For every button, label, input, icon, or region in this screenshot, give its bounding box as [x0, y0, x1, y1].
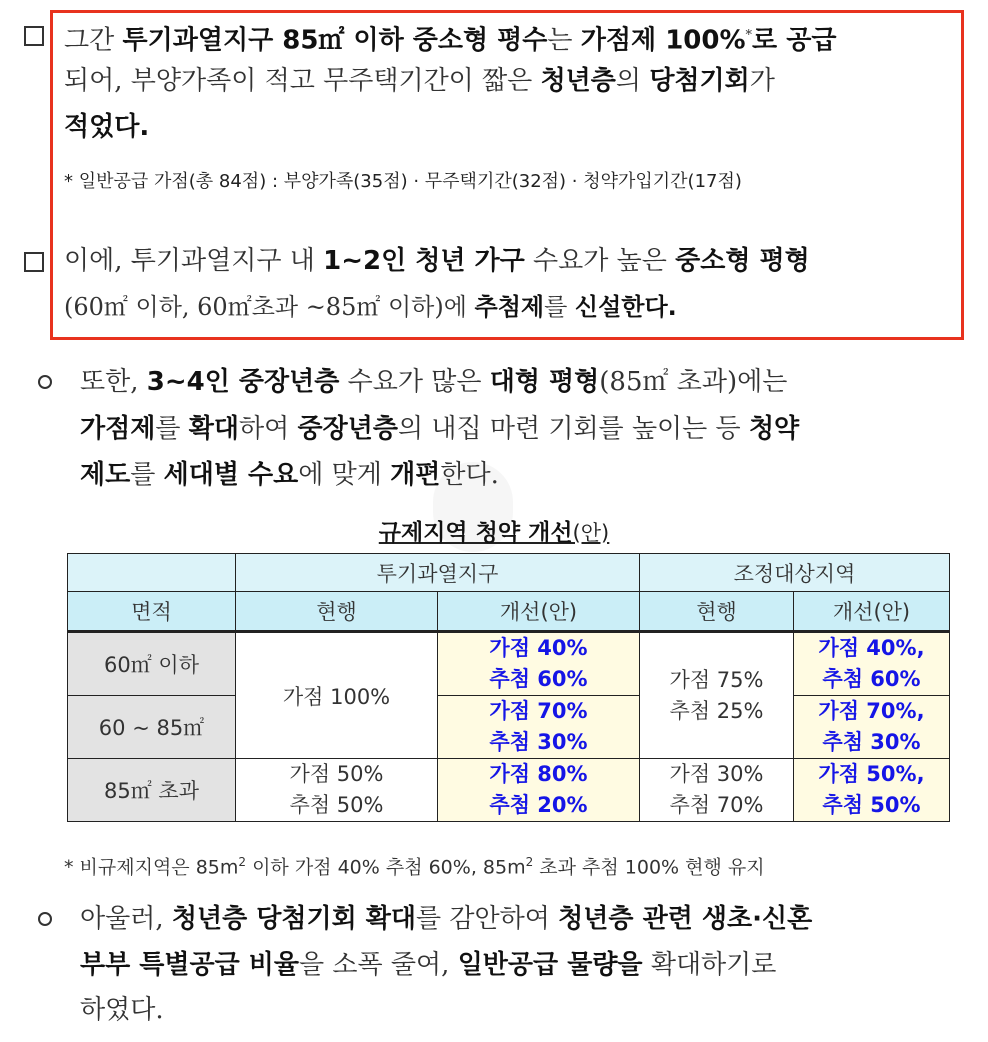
bullet-circle-icon [38, 375, 52, 389]
header-empty-cell [68, 554, 236, 592]
header-group-speculative-zone: 투기과열지구 [236, 554, 640, 592]
header-group-adjustment-zone: 조정대상지역 [640, 554, 950, 592]
box-note: * 일반공급 가점(총 84점) : 부양가족(35점) · 무주택기간(32점) · 청약가입기간(17점) [64, 171, 742, 192]
box-paragraph-2-line-1: 이에, 투기과열지구 내 1~2인 청년 가구 수요가 높은 중소형 평형 [64, 246, 810, 276]
table-row [68, 759, 950, 822]
bullet-circle-icon [38, 912, 52, 926]
bullet-1-line-3: 제도를 세대별 수요에 맞게 개편한다. [80, 460, 499, 490]
bullet-2-line-1: 아울러, 청년층 당첨기회 확대를 감안하여 청년층 관련 생초·신혼 [80, 904, 813, 934]
header-g1-improved: 개선(안) [438, 592, 640, 632]
checkbox-square-icon [24, 252, 44, 272]
header-area: 면적 [68, 592, 236, 632]
regulation-table [67, 553, 950, 822]
table-footnote: * 비규제지역은 $85m^2$ 이하 가점 40% 추첨 60%, $85m^2$ 초과 추첨 100% 현행 유지 [64, 855, 765, 879]
checkbox-square-icon [24, 26, 44, 46]
header-g2-current: 현행 [640, 592, 794, 632]
area-cell: 60㎡ 이하 [68, 632, 236, 696]
bullet-1-line-2: 가점제를 확대하여 중장년층의 내집 마련 기회를 높이는 등 청약 [80, 414, 800, 444]
header-g2-improved: 개선(안) [794, 592, 950, 632]
g2-improved-cell: 가점 40%, 추첨 60% [794, 632, 950, 696]
g1-current-merged-cell: 가점 100% [236, 632, 438, 759]
box-paragraph-1-line-3: 적었다. [64, 112, 150, 142]
bullet-2-line-2: 부부 특별공급 비율을 소폭 줄여, 일반공급 물량을 확대하기로 [80, 950, 777, 980]
area-cell: 60 ~ 85㎡ [68, 696, 236, 759]
g1-improved-cell: 가점 40% 추첨 60% [438, 632, 640, 696]
g1-improved-cell: 가점 70% 추첨 30% [438, 696, 640, 759]
box-paragraph-2-line-2: (60㎡ 이하, 60㎡초과 ~85㎡ 이하)에 추첨제를 신설한다. [64, 293, 677, 321]
table-row [68, 696, 950, 759]
area-cell: 85㎡ 초과 [68, 759, 236, 822]
g2-improved-cell: 가점 50%, 추첨 50% [794, 759, 950, 822]
g1-current-cell: 가점 50% 추첨 50% [236, 759, 438, 822]
bullet-1-line-1: 또한, 3~4인 중장년층 수요가 많은 대형 평형(85㎡ 초과)에는 [80, 367, 788, 397]
bullet-2-line-3: 하였다. [80, 995, 164, 1025]
box-paragraph-1-line-1: 그간 투기과열지구 85㎡ 이하 중소형 평수는 가점제 100%*로 공급 [64, 25, 837, 56]
box-paragraph-1-line-2: 되어, 부양가족이 적고 무주택기간이 짧은 청년층의 당첨기회가 [64, 66, 775, 96]
g2-improved-cell: 가점 70%, 추첨 30% [794, 696, 950, 759]
table-row [68, 632, 950, 696]
header-g1-current: 현행 [236, 592, 438, 632]
g2-current-cell: 가점 30% 추첨 70% [640, 759, 794, 822]
table-caption: 규제지역 청약 개선(안) [378, 520, 610, 546]
g1-improved-cell: 가점 80% 추첨 20% [438, 759, 640, 822]
g2-current-merged-cell: 가점 75% 추첨 25% [640, 632, 794, 759]
